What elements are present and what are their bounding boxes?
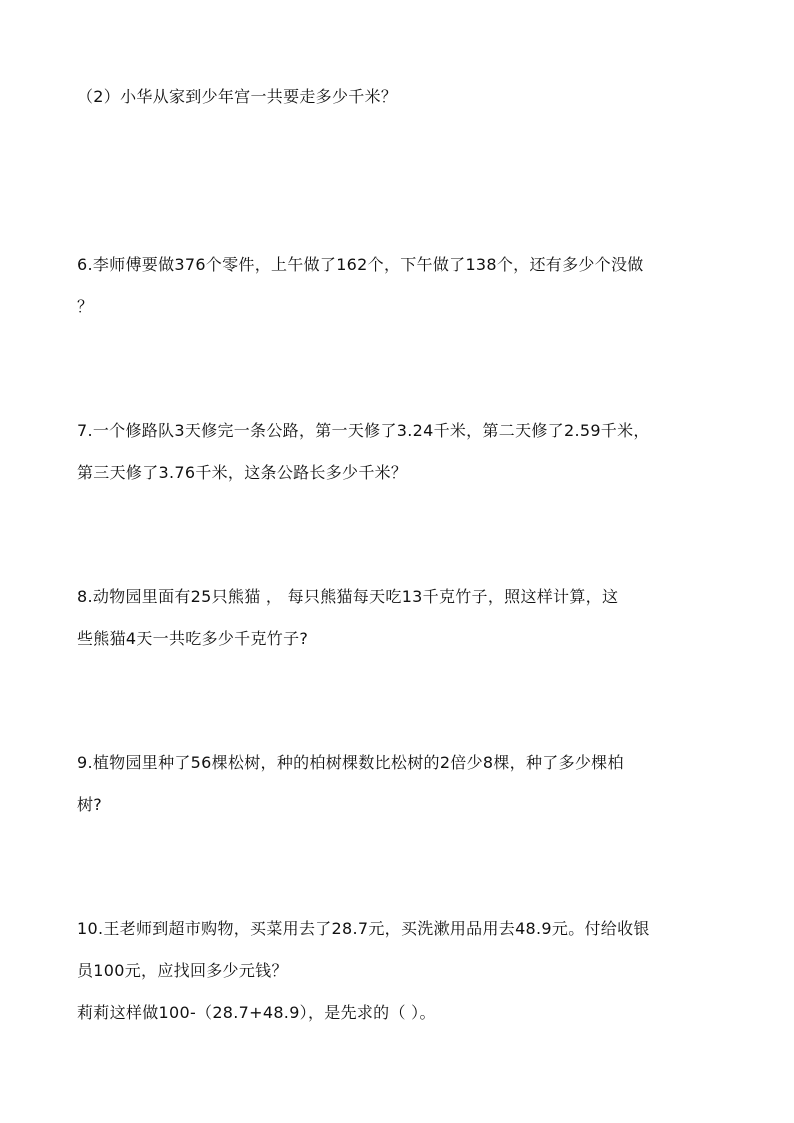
question-5-part-2: （2）小华从家到少年宫一共要走多少千米？: [77, 87, 398, 106]
question-6-line-1: 6.李师傅要做376个零件，上午做了162个，下午做了138个，还有多少个没做: [77, 255, 644, 274]
question-7-line-1: 7.一个修路队3天修完一条公路，第一天修了3.24千米，第二天修了2.59千米，: [77, 421, 650, 440]
question-9-line-1: 9.植物园里种了56棵松树，种的柏树棵数比松树的2倍少8棵，种了多少棵柏: [77, 753, 624, 772]
question-7-line-2: 第三天修了3.76千米，这条公路长多少千米？: [77, 463, 408, 482]
question-9-line-2: 树?: [77, 795, 103, 814]
question-8-line-1: 8.动物园里面有25只熊猫 ， 每只熊猫每天吃13千克竹子，照这样计算，这: [77, 587, 619, 606]
question-10-line-1: 10.王老师到超市购物，买菜用去了28.7元，买洗漱用品用去48.9元。付给收银: [77, 919, 650, 938]
question-10-line-3: 莉莉这样做100-（28.7+48.9），是先求的（ ）。: [77, 1003, 436, 1022]
question-10-line-2: 员100元，应找回多少元钱？: [77, 961, 288, 980]
question-8-line-2: 些熊猫4天一共吃多少千克竹子?: [77, 629, 309, 648]
question-6-line-2: ？: [77, 297, 94, 316]
